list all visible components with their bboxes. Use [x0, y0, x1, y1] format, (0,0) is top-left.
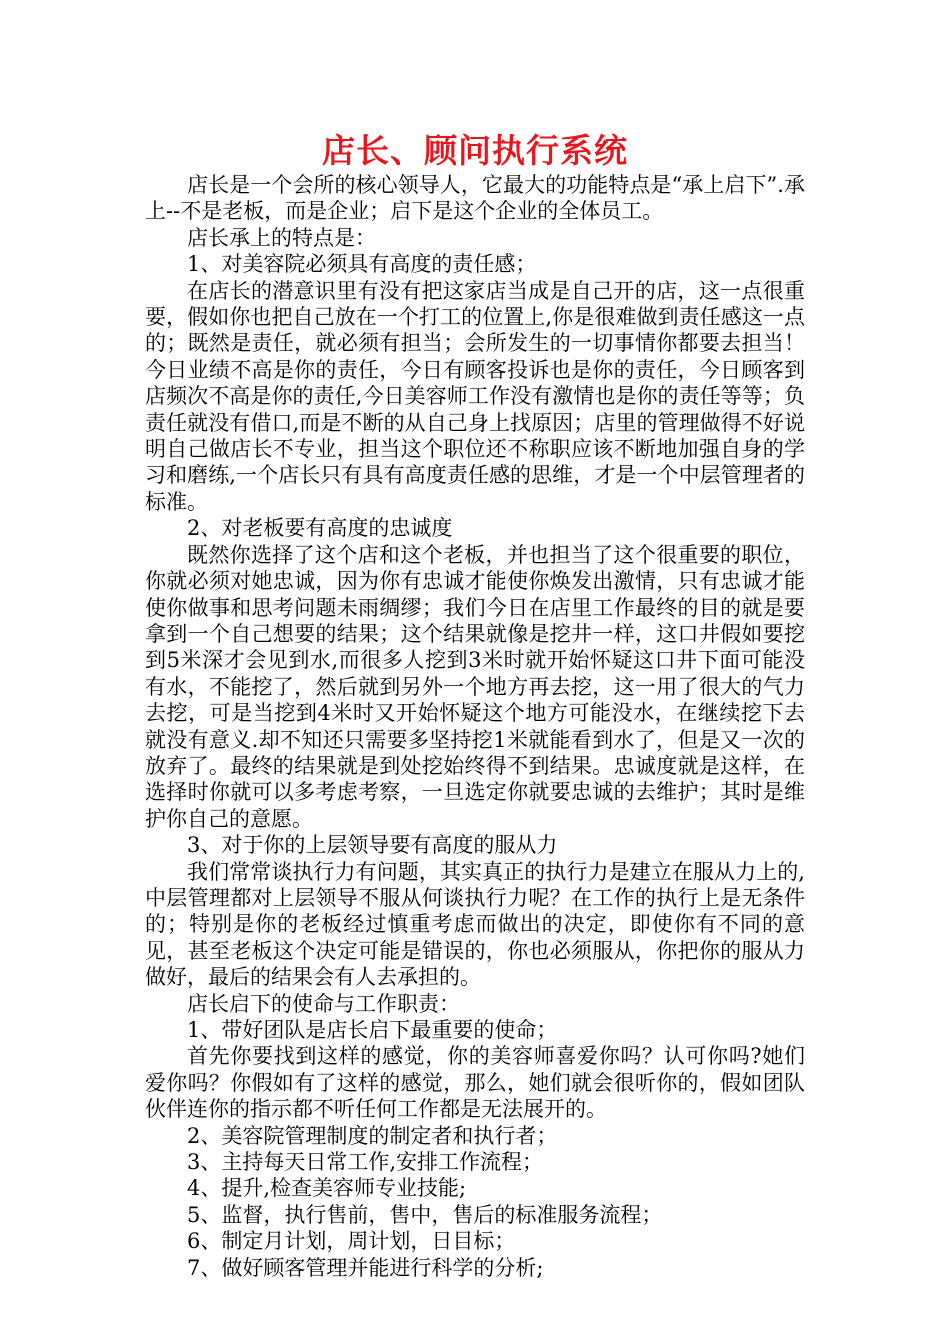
paragraph: 1、对美容院必须具有高度的责任感； — [187, 252, 537, 277]
paragraph: 7、做好顾客管理并能进行科学的分析; — [187, 1255, 544, 1280]
paragraph: 3、主持每天日常工作,安排工作流程； — [187, 1150, 544, 1175]
paragraph: 2、对老板要有高度的忠诚度 — [187, 516, 453, 541]
paragraph: 在店长的潜意识里有没有把这家店当成是自己开的店，这一点很重要，假如你也把自己放在一个打工的位置上,你是很难做到责任感这一点的；既然是责任，就必须有担当；会所发生的一切事情你都要去担当！今日业绩不高是你的责任，今日有顾客投诉也是你的责任，今日顾客到店频次不高是你的责任,今日美容师工作没有激情也是你的责任等等；负责任就没有借口,而是不断的从自己身上找原因；店里的管理做得不好说明自己做店长不专业，担当这个职位还不称职应该不断地加强自身的学习和磨练,一个店长只有具有高度责任感的思维，才是一个中层管理者的标准。 — [145, 278, 805, 514]
paragraph: 1、带好团队是店长启下最重要的使命； — [187, 1018, 558, 1042]
paragraph: 首先你要找到这样的感觉，你的美容师喜爱你吗？认可你吗?她们爱你吗？你假如有了这样的感觉，那么，她们就会很听你的，假如团队伙伴连你的指示都不听任何工作都是无法展开的。 — [145, 1044, 805, 1122]
paragraph: 店长启下的使命与工作职责： — [187, 991, 460, 1016]
paragraph: 5、监督，执行售前，售中，售后的标准服务流程； — [187, 1202, 663, 1227]
paragraph: 店长是一个会所的核心领导人，它最大的功能特点是“承上启下”.承上--不是老板，而是企业；启下是这个企业的全体员工。 — [145, 173, 805, 224]
paragraph: 既然你选择了这个店和这个老板，并也担当了这个很重要的职位，你就必须对她忠诚，因为你有忠诚才能使你焕发出激情，只有忠诚才能使你做事和思考问题未雨绸缪；我们今日在店里工作最终的目的就是要拿到一个自己想要的结果；这个结果就像是挖井一样，这口井假如要挖到5米深才会见到水,而很多人挖到3米时就开始怀疑这口井下面可能没有水，不能挖了，然后就到另外一个地方再去挖，这一用了很大的气力去挖，可是当挖到4米时又开始怀疑这个地方可能没水，在继续挖下去就没有意义.却不知还只需要多坚持挖1米就能看到水了，但是又一次的放弃了。最终的结果就是到处挖始终得不到结果。忠诚度就是这样，在选择时你就可以多考虑考察，一旦选定你就要忠诚的去维护；其时是维护你自己的意愿。 — [145, 542, 805, 831]
paragraph: 3、对于你的上层领导要有高度的服从力 — [187, 833, 558, 858]
paragraph: 4、提升,检查美容师专业技能; — [187, 1176, 467, 1201]
paragraph: 店长承上的特点是： — [187, 225, 376, 250]
paragraph: 我们常常谈执行力有问题，其实真正的执行力是建立在服从力上的,中层管理都对上层领导不服从何谈执行力呢？在工作的执行上是无条件的；特别是你的老板经过慎重考虑而做出的决定，即使你有不同的意见，甚至老板这个决定可能是错误的，你也必须服从，你把你的服从力做好，最后的结果会有人去承担的。 — [145, 859, 805, 990]
document-title: 店长、顾问执行系统 — [322, 131, 628, 170]
document-body — [145, 172, 805, 1281]
paragraph: 2、美容院管理制度的制定者和执行者； — [187, 1123, 558, 1148]
paragraph: 6、制定月计划，周计划，日目标； — [187, 1229, 516, 1254]
